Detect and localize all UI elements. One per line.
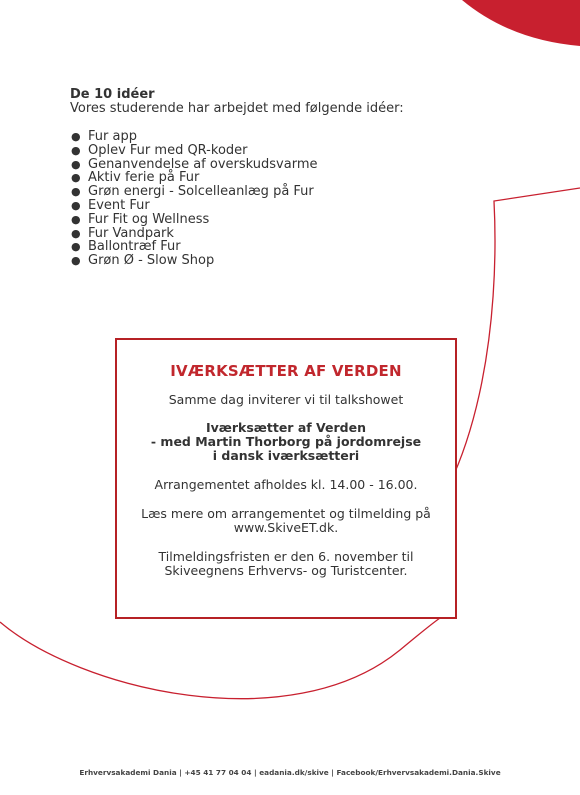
- bullet-icon: ●: [71, 157, 81, 171]
- website-link[interactable]: www.SkiveET.dk.: [233, 520, 339, 535]
- corner-shape: [462, 0, 580, 46]
- footer-contact-line: Erhvervsakademi Dania | +45 41 77 04 04 | eadania.dk/skive | Facebook/Erhvervsakademi.Dania.Skive: [79, 768, 501, 777]
- intro-text: Vores studerende har arbejdet med følgende idéer:: [70, 101, 404, 116]
- event-title: IVÆRKSÆTTER AF VERDEN: [170, 362, 402, 380]
- list-item: ● Aktiv ferie på Fur: [71, 170, 200, 186]
- list-item: ● Grøn energi - Solcelleanlæg på Fur: [71, 184, 314, 200]
- list-item: ● Oplev Fur med QR-koder: [71, 142, 248, 158]
- list-item: ● Fur app: [71, 129, 137, 144]
- bullet-icon: ●: [71, 171, 81, 185]
- event-time: Arrangementet afholdes kl. 14.00 - 16.00.: [154, 477, 418, 492]
- intro-section: [70, 88, 450, 268]
- section-heading: De 10 idéer: [70, 87, 155, 102]
- registration-deadline: Tilmeldingsfristen er den 6. november til Skiveegnens Erhvervs- og Turistcenter.: [158, 549, 414, 578]
- bullet-icon: ●: [71, 254, 81, 268]
- talkshow-name: Iværksætter af Verden - med Martin Thorborg på jordomrejse i dansk iværksætteri: [150, 420, 422, 463]
- bullet-icon: ●: [71, 226, 81, 240]
- event-info-box: [115, 338, 457, 619]
- curve-line-lower: [0, 618, 440, 699]
- bullet-icon: ●: [71, 185, 81, 199]
- event-invite-text: Samme dag inviterer vi til talkshowet: [168, 392, 404, 407]
- list-item: ● Fur Fit og Wellness: [71, 211, 210, 227]
- bullet-icon: ●: [71, 130, 81, 143]
- list-item: ● Grøn Ø - Slow Shop: [71, 253, 215, 269]
- bullet-icon: ●: [71, 212, 81, 226]
- read-more-text: Læs mere om arrangementet og tilmelding på www.SkiveET.dk.: [117, 507, 455, 535]
- bullet-icon: ●: [71, 240, 81, 254]
- list-item: ● Ballontræf Fur: [71, 239, 181, 255]
- list-item: ● Fur Vandpark: [71, 225, 174, 241]
- ideas-list: [70, 130, 450, 268]
- list-item: ● Genanvendelse af overskudsvarme: [71, 156, 318, 172]
- bullet-icon: ●: [71, 198, 81, 212]
- bullet-icon: ●: [71, 143, 81, 157]
- list-item: ● Event Fur: [71, 197, 150, 213]
